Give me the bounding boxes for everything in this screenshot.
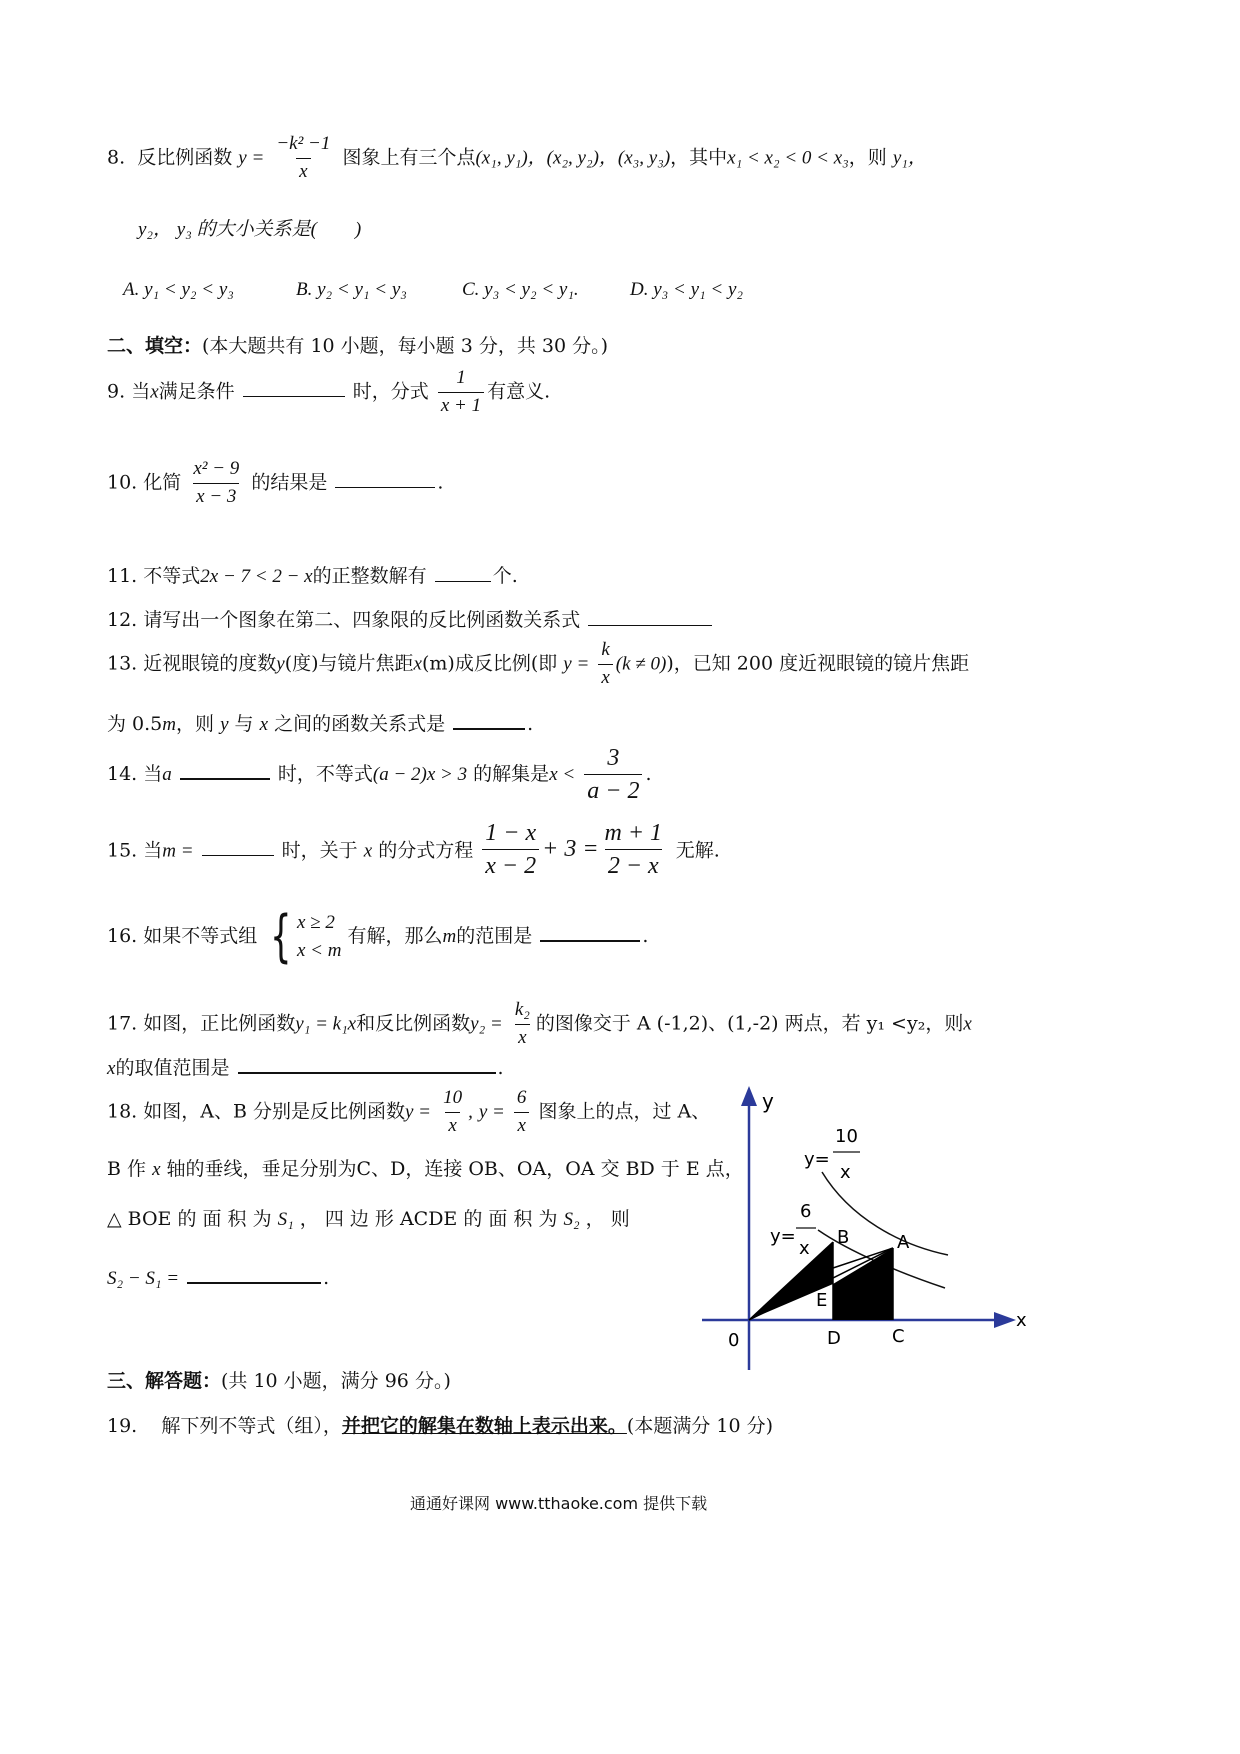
q10: 10. 化简 $\frac{\text{x² − 9}}{x - 3}$ 的结果是 . (107, 458, 444, 507)
q18-line3: △ BOE 的 面 积 为 S₁ ， 四 边 形 ACDE 的 面 积 为 S₂ ， 则 (107, 1208, 630, 1230)
q15-answer-blank[interactable] (202, 837, 274, 856)
curve-6-num: 6 (800, 1201, 812, 1222)
page-footer: 通通好课网 www.tthaoke.com 提供下载 (410, 1494, 708, 1513)
q11-answer-blank[interactable] (435, 563, 491, 582)
q18-figure (690, 1080, 1040, 1380)
q17-fraction: $\frac{\text{k₂}}{x}$ (514, 999, 530, 1048)
q16-answer-blank[interactable] (540, 922, 640, 942)
q9-fraction: $\frac{1}{x + 1}$ (438, 368, 484, 417)
q17-answer-blank[interactable] (238, 1054, 496, 1074)
point-d-label: D (827, 1328, 841, 1349)
x-axis-arrow-icon (994, 1312, 1016, 1328)
curve-6-den: x (799, 1238, 810, 1259)
section2-heading: 二、填空：(本大题共有 10 小题，每小题 3 分，共 30 分。) (107, 335, 609, 357)
q18-fraction-6: $\frac{6}{x}$ (514, 1088, 530, 1137)
y-axis-arrow-icon (741, 1086, 757, 1106)
q16: 16. 如果不等式组 { x ≥ 2 x < m 有解，那么m的范围是 . (107, 904, 649, 969)
x-axis-label: x (1016, 1310, 1027, 1331)
q8-option-c[interactable]: C. y₃ < y₂ < y₁. (462, 279, 579, 300)
point-e-label: E (816, 1290, 828, 1311)
origin-label: 0 (728, 1330, 740, 1351)
q15-fraction-left: $\frac{1 - x}{x - 2}$ (482, 820, 539, 880)
q9-answer-blank[interactable] (243, 378, 345, 397)
q18-fraction-10: $\frac{10}{x}$ (443, 1087, 463, 1136)
y-axis-label: y (762, 1089, 774, 1113)
q14-fraction: $\frac{3}{a - 2}$ (584, 745, 642, 805)
curve-10-prefix: y= (804, 1149, 830, 1170)
quadrilateral-acde (833, 1248, 893, 1320)
q12-answer-blank[interactable] (588, 607, 712, 626)
q18-line1: 18. 如图，A、B 分别是反比例函数y = $\frac{10}{x}$ , y = $\frac{6}{x}$ 图象上的点，过 A、 (107, 1087, 711, 1136)
q18-answer-blank[interactable] (187, 1264, 321, 1284)
curve-10-den: x (840, 1162, 851, 1183)
q8-option-d[interactable]: D. y₃ < y₁ < y₂ (630, 279, 743, 300)
q9: 9. 当x满足条件 时，分式 $\frac{1}{x + 1}$ 有意义. (107, 367, 551, 416)
q13-answer-blank[interactable] (453, 710, 525, 730)
q17-line2: x的取值范围是 . (107, 1053, 504, 1080)
q16-inequality-system: { x ≥ 2 x < m (270, 904, 342, 969)
point-c-label: C (892, 1326, 905, 1347)
point-b-label: B (837, 1227, 850, 1248)
q8-fraction: $\frac{\text{−k² −1}}{x}$ (276, 133, 331, 182)
q13-line1: 13. 近视眼镜的度数y(度)与镜片焦距x(m)成反比例(即 y = $\frac{k}{x}$ (k ≠ 0))，已知 200 度近视眼镜的镜片焦距 (107, 639, 970, 688)
q18-line2: B 作 x 轴的垂线，垂足分别为C、D，连接 OB、OA，OA 交 BD 于 E 点， (107, 1158, 744, 1180)
q19: 19. 解下列不等式（组），并把它的解集在数轴上表示出来。(本题满分 10 分) (107, 1415, 774, 1437)
section3-heading: 三、解答题：(共 10 小题，满分 96 分。) (107, 1370, 451, 1392)
q12: 12. 请写出一个图象在第二、四象限的反比例函数关系式 (107, 605, 714, 632)
q18-line4: S₂ − S₁ = . (107, 1264, 329, 1290)
q13-fraction: $\frac{k}{x}$ (598, 640, 612, 689)
curve-6-prefix: y= (770, 1226, 796, 1247)
curve-10-num: 10 (835, 1126, 858, 1147)
q10-answer-blank[interactable] (335, 469, 435, 488)
q13-line2: 为 0.5m，则 y 与 x 之间的函数关系式是 . (107, 709, 533, 736)
q15-fraction-right: $\frac{m + 1}{2 - x}$ (604, 820, 663, 880)
q8-option-a[interactable]: A. y₁ < y₂ < y₃ (123, 279, 234, 300)
q17-line1: 17. 如图，正比例函数y₁ = k₁x和反比例函数y₂ = $\frac{\text{k₂}}{x}$ 的图像交于 A (-1,2)、(1,-2) 两点，若 y₁ <y₂，则x (107, 999, 972, 1048)
q14: 14. 当a 时，不等式(a − 2)x > 3 的解集是x < $\frac{3}{a - 2}$ . (107, 745, 652, 805)
q8-option-b[interactable]: B. y₂ < y₁ < y₃ (296, 279, 407, 300)
q14-answer-blank[interactable] (180, 760, 270, 780)
q10-fraction: $\frac{\text{x² − 9}}{x - 3}$ (193, 458, 240, 507)
q8-line2: y₂， y₃ 的大小关系是( ) (138, 219, 362, 240)
point-a-label: A (897, 1232, 910, 1253)
q8-line1: 8. 反比例函数 y = $\frac{\text{−k² −1}}{x}$ 图象上有三个点(x₁, y₁)，(x₂, y₂)，(x₃, y₃)，其中x₁ < x₂ < 0 < x₃，则 y₁， (107, 133, 927, 182)
q11: 11. 不等式2x − 7 < 2 − x的正整数解有 个. (107, 565, 518, 587)
q15: 15. 当m = 时，关于 x 的分式方程 $\frac{1 - x}{x - 2}$ + 3 = $\frac{m + 1}{2 - x}$ 无解. (107, 820, 720, 880)
